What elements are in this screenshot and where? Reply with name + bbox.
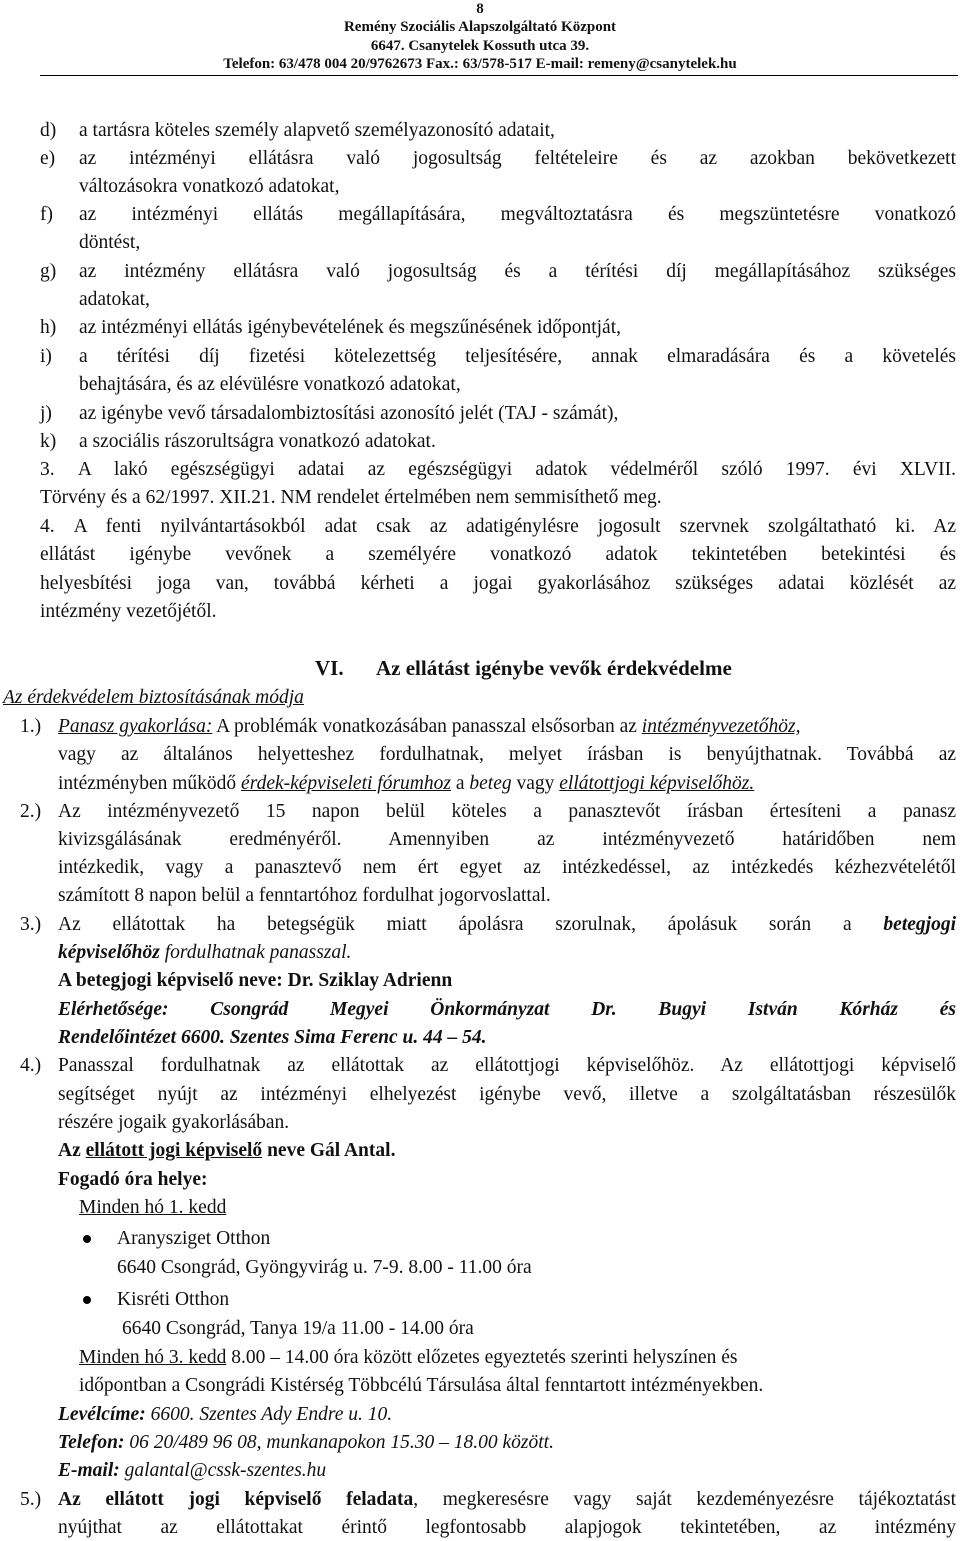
p3-name-line: A betegjogi képviselő neve: Dr. Sziklay Adrienn xyxy=(58,970,453,991)
p4-mail-line xyxy=(58,1403,392,1427)
page-number: 8 xyxy=(476,1,484,17)
point4-line4: intézmény vezetőjétől. xyxy=(40,601,217,622)
p3-line1-a: Az ellátottak ha betegségük miatt ápolásra szorulnak, ápolásuk során a xyxy=(58,914,884,935)
list-marker-e: e) xyxy=(40,148,56,169)
p1-label: Panasz gyakorlása: xyxy=(58,716,213,737)
p4-name-c: neve Gál Antal. xyxy=(262,1140,396,1161)
list-item-e-line1: az intézményi ellátásra való jogosultság feltételeire és az azokban bekövetkezett xyxy=(79,148,956,169)
p4-line3: részére jogaik gyakorlásában. xyxy=(58,1112,290,1133)
list-marker-k: k) xyxy=(40,431,57,452)
list-marker-j: j) xyxy=(40,403,52,424)
list-item-i-line2: behajtására, és az elévülésre vonatkozó adatokat, xyxy=(79,374,461,395)
p4-email-label: E-mail: xyxy=(58,1460,120,1481)
list-marker-g: g) xyxy=(40,261,57,282)
list-item-j: az igénybe vevő társadalombiztosítási azonosító jelét (TAJ - számát), xyxy=(79,403,619,424)
p4-day2-line2: időpontban a Csongrádi Kistérség Többcélú Társulása által fenntartott intézményekben. xyxy=(79,1375,764,1396)
p5-line1-b: , megkeresésre vagy saját kezdeményezésre tájékoztatást xyxy=(413,1489,956,1510)
bullet-icon xyxy=(83,1235,91,1243)
p1-line3-f: ellátottjogi képviselőhöz. xyxy=(559,773,755,794)
point3-line1-text: A lakó egészségügyi adatai az egészségügyi adatok védelméről szóló 1997. évi XLVII. xyxy=(77,459,957,480)
p4-phone-label: Telefon: xyxy=(58,1432,125,1453)
p4-line1: Panasszal fordulhatnak az ellátottak az ellátottjogi képviselőhöz. Az ellátottjogi képviselő xyxy=(58,1055,956,1076)
p1-line1-rest: A problémák vonatkozásában panasszal elsősorban az xyxy=(212,716,642,737)
p3-line2-b: fordulhatnak panasszal. xyxy=(159,942,352,963)
list-item-f-line1: az intézményi ellátás megállapítására, megváltoztatásra és megszüntetésre vonatkozó xyxy=(79,204,956,225)
p3-contact-line2: Rendelőintézet 6600. Szentes Sima Ferenc u. 44 – 54. xyxy=(58,1027,487,1048)
p2-marker: 2.) xyxy=(20,801,42,822)
p4-line2: segítséget nyújt az intézményi elhelyezést igénybe vevő, illetve a szolgáltatásban részesülők xyxy=(58,1084,956,1105)
p1-line1-italic: intézményvezetőhöz, xyxy=(641,716,801,737)
list-marker-h: h) xyxy=(40,317,57,338)
point4-marker: 4. xyxy=(40,516,55,537)
list-marker-f: f) xyxy=(40,204,53,225)
section-number: VI. xyxy=(315,656,344,680)
p4-day2-line xyxy=(79,1346,738,1370)
p4-day1: Minden hó 1. kedd xyxy=(79,1197,227,1218)
p5-line1-a: Az ellátott jogi képviselő feladata xyxy=(58,1489,414,1510)
p1-line3-e: vagy xyxy=(511,773,560,794)
p4-name-line xyxy=(58,1139,395,1163)
list-item-k: a szociális rászorultságra vonatkozó adatokat. xyxy=(79,431,436,452)
p4-name-b: ellátott jogi képviselő xyxy=(85,1140,263,1161)
p3-contact-line1: Elérhetősége: Csongrád Megyei Önkormányzat Dr. Bugyi István Kórház és xyxy=(58,999,956,1020)
p1-line2: vagy az általános helyetteshez fordulhatnak, melyet írásban is benyújthatnak. Továbbá az xyxy=(58,744,956,765)
p4-marker: 4.) xyxy=(20,1055,42,1076)
p4-mail-label: Levélcíme: xyxy=(58,1404,146,1425)
p3-line1-b: betegjogi xyxy=(883,914,956,935)
p1-line3-b: érdek-képviseleti fórumhoz xyxy=(241,773,451,794)
p3-line2 xyxy=(58,941,351,965)
p2-line2: kivizsgálásának eredményéről. Amennyiben az intézményvezető határidőben nem xyxy=(58,829,956,850)
list-item-f-line2: döntést, xyxy=(79,232,141,253)
bullet-icon xyxy=(83,1296,91,1304)
point3-line2: Törvény és a 62/1997. XII.21. NM rendelet értelmében nem semmisíthető meg. xyxy=(40,487,662,508)
p5-line2: nyújthat az ellátottakat érintő legfontosabb alapjogok tekintetében, az intézmény xyxy=(58,1517,956,1538)
point4-line1-text: A fenti nyilvántartásokból adat csak az adatigénylésre jogosult szervnek szolgáltatható ki. Az xyxy=(73,516,956,537)
section-title: Az ellátást igénybe vevők érdekvédelme xyxy=(376,656,732,680)
p4-phone-line xyxy=(58,1431,554,1455)
point4-line3: helyesbítési joga van, továbbá kérheti a jogai gyakorlásához szükséges adatai közlését az xyxy=(40,573,956,594)
p1-marker: 1.) xyxy=(20,716,42,737)
point3-marker: 3. xyxy=(40,459,55,480)
p5-line1 xyxy=(58,1488,956,1512)
point4-line1 xyxy=(40,515,956,539)
p4-loc2-name: Kisréti Otthon xyxy=(117,1289,230,1310)
p4-day2-rest: 8.00 – 14.00 óra között előzetes egyeztetés szerinti helyszínen és xyxy=(226,1347,738,1368)
p4-mail-value: 6600. Szentes Ady Endre u. 10. xyxy=(145,1404,393,1425)
list-item-g-line2: adatokat, xyxy=(79,289,150,310)
list-item-g-line1: az intézmény ellátásra való jogosultság és a térítési díj megállapításához szükséges xyxy=(79,261,956,282)
p4-loc1-name: Aranysziget Otthon xyxy=(117,1228,271,1249)
p1-line3 xyxy=(58,772,754,796)
p2-line4: számított 8 napon belül a fenntartóhoz fordulhat jogorvoslattal. xyxy=(58,885,551,906)
p4-phone-value: 06 20/489 96 08, munkanapokon 15.30 – 18.00 között. xyxy=(124,1432,554,1453)
p4-name-a: Az xyxy=(58,1140,86,1161)
p1-line3-d: beteg xyxy=(469,773,512,794)
header-rule xyxy=(40,75,958,76)
point3-line1 xyxy=(40,458,956,482)
p5-marker: 5.) xyxy=(20,1489,42,1510)
list-marker-i: i) xyxy=(40,346,52,367)
p1-line3-a: intézményben működő xyxy=(58,773,242,794)
p3-line1 xyxy=(58,913,956,937)
p4-email-line xyxy=(58,1459,326,1483)
p4-loc2-addr: 6640 Csongrád, Tanya 19/a 11.00 - 14.00 óra xyxy=(122,1318,474,1339)
header-org-name: Remény Szociális Alapszolgáltató Központ xyxy=(343,19,617,35)
p4-office-label: Fogadó óra helye: xyxy=(58,1169,208,1190)
list-item-h: az intézményi ellátás igénybevételének és megszűnésének időpontját, xyxy=(79,317,622,338)
p2-line3: intézkedik, vagy a panasztevő nem ért egyet az intézkedéssel, az intézkedés kézhezvételétől xyxy=(58,857,956,878)
header-contact: Telefon: 63/478 004 20/9762673 Fax.: 63/578-517 E-mail: remeny@csanytelek.hu xyxy=(223,56,737,72)
header-address: 6647. Csanytelek Kossuth utca 39. xyxy=(370,38,590,54)
p1-line3-c: a xyxy=(450,773,470,794)
list-marker-d: d) xyxy=(40,120,57,141)
list-item-d: a tartásra köteles személy alapvető személyazonosító adatait, xyxy=(79,120,555,141)
section-subtitle: Az érdekvédelem biztosításának módja xyxy=(3,687,304,708)
list-item-i-line1: a térítési díj fizetési kötelezettség teljesítésére, annak elmaradására és a követelés xyxy=(79,346,956,367)
p2-line1: Az intézményvezető 15 napon belül köteles a panasztevőt írásban értesíteni a panasz xyxy=(58,801,956,822)
p4-loc1-addr: 6640 Csongrád, Gyöngyvirág u. 7-9. 8.00 - 11.00 óra xyxy=(117,1257,532,1278)
p1-line1 xyxy=(58,715,800,739)
list-item-e-line2: változásokra vonatkozó adatokat, xyxy=(79,176,340,197)
point4-line2: ellátást igénybe vevőnek a személyére vonatkozó adatok tekintetében betekintési és xyxy=(40,544,956,565)
p3-marker: 3.) xyxy=(20,914,42,935)
p4-email-value: galantal@cssk-szentes.hu xyxy=(119,1460,327,1481)
p3-line2-a: képviselőhöz xyxy=(58,942,160,963)
p4-day2: Minden hó 3. kedd xyxy=(79,1347,227,1368)
